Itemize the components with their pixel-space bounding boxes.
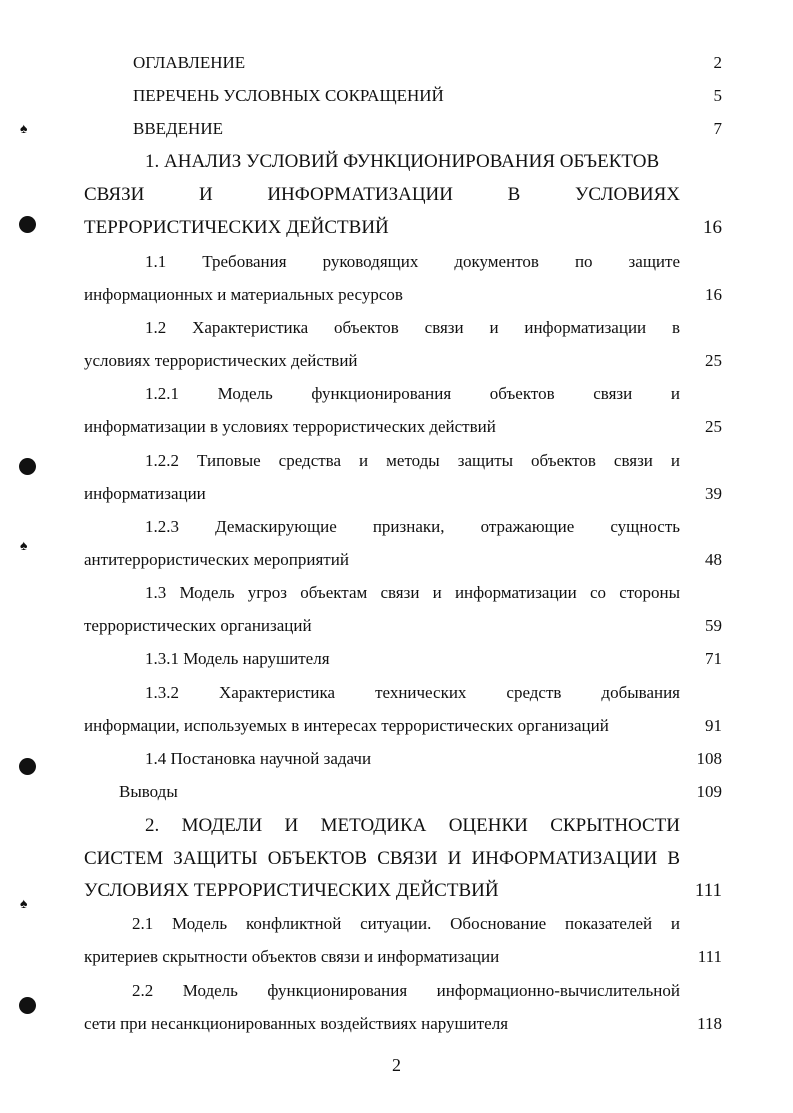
toc-entry-title: ПЕРЕЧЕНЬ УСЛОВНЫХ СОКРАЩЕНИЙ	[133, 86, 444, 105]
toc-entry-title: критериев скрытности объектов связи и информатизации	[84, 947, 500, 966]
binder-hole	[19, 758, 36, 775]
toc-page-number: 39	[705, 484, 722, 503]
toc-chapter-heading: 1. АНАЛИЗ УСЛОВИЙ ФУНКЦИОНИРОВАНИЯ ОБЪЕКТОВ	[145, 151, 660, 172]
toc-entry-title: террористических организаций	[84, 616, 312, 635]
toc-chapter-heading: 2. МОДЕЛИ И МЕТОДИКА ОЦЕНКИ СКРЫТНОСТИ	[145, 815, 680, 836]
toc-entry-title: ВВЕДЕНИЕ	[133, 119, 223, 138]
binder-hole	[19, 458, 36, 475]
toc-page-number: 59	[705, 616, 722, 635]
toc-entry-title: Выводы	[119, 782, 178, 801]
toc-chapter-heading: СИСТЕМ ЗАЩИТЫ ОБЪЕКТОВ СВЯЗИ И ИНФОРМАТИЗАЦИИ В	[84, 848, 680, 869]
toc-entry-title: 1.3.1 Модель нарушителя	[145, 649, 330, 668]
scan-speck: ♠	[20, 122, 28, 137]
toc-page-number: 16	[705, 285, 722, 304]
toc-page-number: 2	[713, 53, 722, 72]
toc-page-number: 111	[697, 947, 722, 966]
scan-speck: ♠	[20, 539, 28, 554]
toc-entry-title: 1.4 Постановка научной задачи	[145, 749, 372, 768]
toc-page-number: 25	[705, 351, 722, 370]
toc-page-number: 25	[705, 417, 722, 436]
toc-page-number: 5	[713, 86, 722, 105]
toc-page-number: 16	[703, 217, 722, 238]
page-footer-number: 2	[392, 1055, 401, 1075]
toc-chapter-heading: СВЯЗИ И ИНФОРМАТИЗАЦИИ В УСЛОВИЯХ	[84, 184, 680, 205]
toc-page-number: 71	[705, 649, 722, 668]
toc-entry-title: 1.2 Характеристика объектов связи и информатизации в	[145, 318, 680, 337]
toc-entry-title: 1.1 Требования руководящих документов по защите	[145, 252, 680, 271]
toc-page-number: 48	[705, 550, 722, 569]
toc-entry-title: 1.2.3 Демаскирующие признаки, отражающие сущность	[145, 517, 680, 536]
toc-page-number: 109	[696, 782, 722, 801]
toc-chapter-heading: УСЛОВИЯХ ТЕРРОРИСТИЧЕСКИХ ДЕЙСТВИЙ	[84, 880, 499, 901]
toc-chapter-heading: ТЕРРОРИСТИЧЕСКИХ ДЕЙСТВИЙ	[84, 217, 389, 238]
toc-page-number: 7	[713, 119, 722, 138]
toc-entry-title: информатизации	[84, 484, 206, 503]
toc-page-number: 111	[694, 880, 722, 901]
toc-entry-title: 2.2 Модель функционирования информационно-вычислительной	[132, 981, 680, 1000]
toc-entry-title: 1.2.1 Модель функционирования объектов связи и	[145, 384, 680, 403]
toc-page-number: 118	[697, 1014, 722, 1033]
toc-entry-title: информатизации в условиях террористических действий	[84, 417, 496, 436]
toc-entry-title: сети при несанкционированных воздействиях нарушителя	[84, 1014, 509, 1033]
toc-entry-title: ОГЛАВЛЕНИЕ	[133, 53, 246, 72]
toc-entry-title: антитеррористических мероприятий	[84, 550, 349, 569]
toc-entry-title: информационных и материальных ресурсов	[84, 285, 403, 304]
binder-hole	[19, 216, 36, 233]
binder-hole	[19, 997, 36, 1014]
toc-entry-title: 1.3.2 Характеристика технических средств добывания	[145, 683, 680, 702]
toc-entry-title: 2.1 Модель конфликтной ситуации. Обоснование показателей и	[132, 914, 680, 933]
toc-entry-title: информации, используемых в интересах террористических организаций	[84, 716, 609, 735]
toc-page-number: 91	[705, 716, 722, 735]
toc-entry-title: условиях террористических действий	[84, 351, 358, 370]
toc-entry-title: 1.3 Модель угроз объектам связи и информатизации со стороны	[145, 583, 680, 602]
toc-page-number: 108	[696, 749, 722, 768]
scan-speck: ♠	[20, 897, 28, 912]
toc-entry-title: 1.2.2 Типовые средства и методы защиты объектов связи и	[145, 451, 680, 470]
